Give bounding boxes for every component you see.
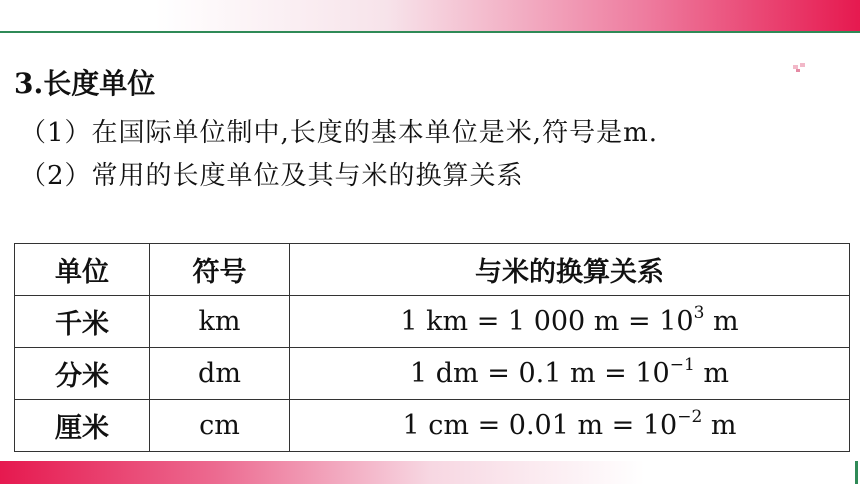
relation-cell (290, 400, 850, 452)
table-header-row (15, 244, 850, 296)
relation-unit: m (694, 358, 729, 389)
relation-unit: m (704, 306, 739, 337)
relation-unit: m (702, 410, 737, 441)
relation-cell (290, 348, 850, 400)
header-symbol: 符号 (150, 244, 290, 296)
top-banner (0, 0, 860, 32)
point-1: （1）在国际单位制中,长度的基本单位是米,符号是m. (20, 118, 658, 148)
symbol-cell: cm (150, 400, 290, 452)
relation-text: 1 cm = 0.01 m = 10 (402, 410, 678, 441)
table-row (15, 296, 850, 348)
symbol-cell: dm (150, 348, 290, 400)
unit-cell: 分米 (15, 348, 150, 400)
section-heading: 3.长度单位 (14, 67, 156, 100)
header-unit: 单位 (15, 244, 150, 296)
bottom-banner (0, 461, 860, 484)
unit-conversion-table (14, 243, 850, 452)
symbol-cell: km (150, 296, 290, 348)
relation-text: 1 dm = 0.1 m = 10 (410, 358, 670, 389)
point-2: （2）常用的长度单位及其与米的换算关系 (20, 161, 524, 191)
exponent: −1 (669, 355, 695, 375)
table-row (15, 400, 850, 452)
unit-cell: 千米 (15, 296, 150, 348)
exponent: 3 (693, 303, 705, 323)
top-divider (0, 31, 860, 33)
decoration-icon (792, 62, 808, 74)
unit-cell: 厘米 (15, 400, 150, 452)
header-relation: 与米的换算关系 (290, 244, 850, 296)
relation-cell (290, 296, 850, 348)
relation-text: 1 km = 1 000 m = 10 (400, 306, 694, 337)
bottom-accent-mark (855, 461, 858, 484)
table-row (15, 348, 850, 400)
exponent: −2 (677, 407, 703, 427)
